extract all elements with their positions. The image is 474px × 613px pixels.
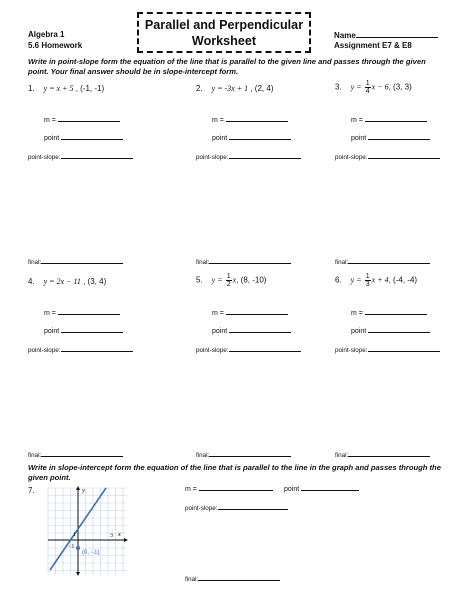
problem-1-statement xyxy=(28,84,104,93)
eq-main: y = x + 5 xyxy=(43,84,74,93)
m-blank[interactable] xyxy=(58,307,120,315)
problem-5-statement xyxy=(196,273,266,288)
problem-7-graph xyxy=(40,482,132,578)
point-slope-blank[interactable] xyxy=(368,151,440,159)
point-slope-blank[interactable] xyxy=(229,151,301,159)
problem-number: 3. xyxy=(335,82,342,92)
eq-fraction-num: 1 xyxy=(365,80,370,87)
given-point: , (8, -10) xyxy=(236,275,267,285)
m-blank[interactable] xyxy=(226,307,288,315)
graph-y-label: y xyxy=(82,487,85,494)
problem-7-final-blank[interactable] xyxy=(198,573,280,581)
instructions-part1: Write in point-slope form the equation of the line that is parallel to the given line and passes through the given point. Your final answer should be in slope-intercept form. xyxy=(28,57,426,76)
problem-2-point-field[interactable] xyxy=(212,132,291,142)
point-blank[interactable] xyxy=(229,325,291,333)
point-label: point xyxy=(212,135,228,142)
point-slope-label: point-slope: xyxy=(196,347,229,354)
worksheet-title-line1: Parallel and Perpendicular xyxy=(144,18,304,32)
final-blank[interactable] xyxy=(348,256,430,264)
problem-6-point-slope-field[interactable] xyxy=(335,344,440,354)
problem-7-point-slope-field[interactable] xyxy=(185,502,288,512)
point-blank[interactable] xyxy=(61,325,123,333)
problem-7-point-slope-label: point-slope: xyxy=(185,505,218,512)
eq-fraction xyxy=(226,273,232,288)
problem-2-point-slope-field[interactable] xyxy=(196,151,301,161)
graph-x-label: x xyxy=(118,531,121,538)
m-blank[interactable] xyxy=(365,307,427,315)
problem-3-final-field[interactable] xyxy=(335,256,430,266)
problem-6-final-field[interactable] xyxy=(335,449,430,459)
given-point: , (2, 4) xyxy=(250,84,274,93)
eq-main: y = xyxy=(350,82,362,92)
assignment-label: Assignment E7 & E8 xyxy=(334,41,412,50)
problem-number: 1. xyxy=(28,84,35,93)
worksheet-title-line2: Worksheet xyxy=(191,34,257,48)
problem-2-m-field[interactable] xyxy=(212,114,288,124)
final-label: final: xyxy=(335,452,349,459)
point-slope-label: point-slope: xyxy=(335,347,368,354)
final-blank[interactable] xyxy=(348,449,430,457)
eq-main: y = xyxy=(211,275,223,285)
point-label: point xyxy=(44,328,60,335)
problem-1-m-field[interactable] xyxy=(44,114,120,124)
problem-3-point-field[interactable] xyxy=(351,132,430,142)
point-blank[interactable] xyxy=(229,132,291,140)
m-label: m = xyxy=(212,310,224,317)
problem-3-m-field[interactable] xyxy=(351,114,427,124)
problem-4-m-field[interactable] xyxy=(44,307,120,317)
eq-main: y = -3x + 1 xyxy=(211,84,249,93)
problem-2-statement xyxy=(196,84,273,93)
graph-grid xyxy=(48,488,126,574)
eq-fraction-den: 2 xyxy=(226,281,231,288)
m-blank[interactable] xyxy=(58,114,120,122)
final-label: final: xyxy=(28,452,42,459)
graph-neg-tick: −1 xyxy=(68,544,75,550)
problem-4-final-field[interactable] xyxy=(28,449,123,459)
eq-fraction-num: 1 xyxy=(365,273,370,280)
problem-6-m-field[interactable] xyxy=(351,307,427,317)
eq-main: y = xyxy=(350,275,362,285)
final-label: final: xyxy=(196,452,210,459)
final-blank[interactable] xyxy=(41,256,123,264)
name-blank[interactable] xyxy=(356,30,438,38)
problem-4-point-field[interactable] xyxy=(44,325,123,335)
point-label: point xyxy=(351,328,367,335)
course-label: Algebra 1 xyxy=(28,30,65,39)
name-field[interactable] xyxy=(334,30,438,40)
problem-7-final-field[interactable] xyxy=(185,573,280,583)
problem-7-m-label: m = xyxy=(185,486,197,493)
point-label: point xyxy=(212,328,228,335)
given-point: , (3, 4) xyxy=(83,277,107,286)
problem-5-final-field[interactable] xyxy=(196,449,291,459)
m-label: m = xyxy=(351,310,363,317)
point-blank[interactable] xyxy=(368,132,430,140)
eq-main: y = 2x − 11 xyxy=(43,277,81,286)
problem-number: 5. xyxy=(196,275,203,285)
graph-point-label: (0, −1) xyxy=(82,550,100,556)
point-slope-blank[interactable] xyxy=(61,344,133,352)
graph-y-arrow-down xyxy=(76,572,80,576)
m-label: m = xyxy=(44,310,56,317)
point-blank[interactable] xyxy=(61,132,123,140)
point-slope-blank[interactable] xyxy=(61,151,133,159)
m-blank[interactable] xyxy=(365,114,427,122)
worksheet-title-box xyxy=(137,12,311,53)
final-blank[interactable] xyxy=(209,256,291,264)
given-point: , (3, 3) xyxy=(388,82,412,92)
final-label: final: xyxy=(196,259,210,266)
point-label: point xyxy=(44,135,60,142)
problem-2-final-field[interactable] xyxy=(196,256,291,266)
final-blank[interactable] xyxy=(209,449,291,457)
problem-4-point-slope-field[interactable] xyxy=(28,344,133,354)
eq-fraction-den: 4 xyxy=(365,88,370,95)
point-slope-label: point-slope: xyxy=(335,154,368,161)
final-blank[interactable] xyxy=(41,449,123,457)
problem-7-number: 7. xyxy=(28,486,35,495)
problem-7-point-slope-blank[interactable] xyxy=(218,502,288,510)
graph-tick-y: 1 xyxy=(73,532,76,538)
graph-point xyxy=(76,546,80,550)
problem-7-m-blank[interactable] xyxy=(199,483,273,491)
problem-3-point-slope-field[interactable] xyxy=(335,151,440,161)
problem-6-point-field[interactable] xyxy=(351,325,430,335)
problem-3-statement xyxy=(335,80,412,95)
name-label: Name xyxy=(334,31,356,40)
problem-1-final-field[interactable] xyxy=(28,256,123,266)
problem-5-point-field[interactable] xyxy=(212,325,291,335)
final-label: final: xyxy=(28,259,42,266)
m-label: m = xyxy=(44,117,56,124)
eq-fraction-den: 3 xyxy=(365,281,370,288)
given-point: , (-1, -1) xyxy=(75,84,105,93)
problem-5-m-field[interactable] xyxy=(212,307,288,317)
eq-fraction-num: 1 xyxy=(226,273,231,280)
problem-5-point-slope-field[interactable] xyxy=(196,344,301,354)
instructions-part2: Write in slope-intercept form the equation of the line that is parallel to the line in the graph and passes through the given point. xyxy=(28,463,441,482)
m-label: m = xyxy=(212,117,224,124)
point-blank[interactable] xyxy=(368,325,430,333)
eq-fraction xyxy=(365,273,371,288)
problem-1-point-slope-field[interactable] xyxy=(28,151,133,161)
m-label: m = xyxy=(351,117,363,124)
graph-tick-x: 3 xyxy=(110,533,113,539)
section-label: 5.6 Homework xyxy=(28,41,83,50)
problem-7-point-label: point xyxy=(284,486,300,493)
graph-x-arrow xyxy=(124,538,128,542)
problem-number: 4. xyxy=(28,277,35,286)
final-label: final: xyxy=(335,259,349,266)
point-slope-label: point-slope: xyxy=(28,154,61,161)
point-slope-blank[interactable] xyxy=(229,344,301,352)
problem-number: 6. xyxy=(335,275,342,285)
point-slope-blank[interactable] xyxy=(368,344,440,352)
problem-number: 2. xyxy=(196,84,203,93)
problem-6-statement xyxy=(335,273,417,288)
point-label: point xyxy=(351,135,367,142)
eq-tail: x − 6 xyxy=(371,82,389,92)
point-slope-label: point-slope: xyxy=(28,347,61,354)
eq-tail: x + 4 xyxy=(371,275,389,285)
point-slope-label: point-slope: xyxy=(196,154,229,161)
m-blank[interactable] xyxy=(226,114,288,122)
eq-fraction xyxy=(365,80,371,95)
problem-4-statement xyxy=(28,277,106,286)
problem-7-point-field[interactable] xyxy=(284,483,359,493)
problem-1-point-field[interactable] xyxy=(44,132,123,142)
given-point: , (-4, -4) xyxy=(388,275,418,285)
problem-7-point-blank[interactable] xyxy=(301,483,359,491)
problem-7-final-label: final: xyxy=(185,576,199,583)
problem-7-m-field[interactable] xyxy=(185,483,273,493)
eq-tail: x xyxy=(232,275,237,285)
